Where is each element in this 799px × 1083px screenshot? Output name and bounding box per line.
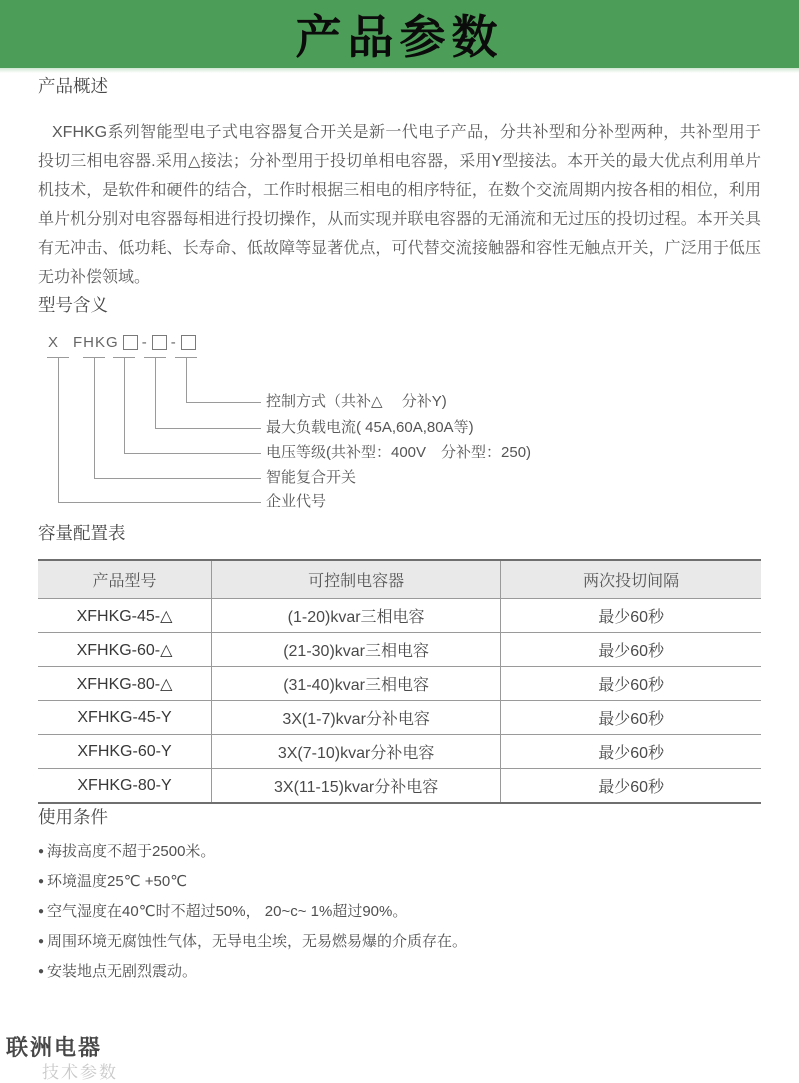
cell-interval: 最少60秒 [501, 667, 761, 701]
bullet-icon: ● [38, 906, 45, 917]
diagram-label-company-code: 企业代号 [266, 493, 327, 510]
overview-heading: 产品概述 [38, 76, 108, 96]
cell-model: XFHKG-60-Y [38, 735, 212, 769]
condition-text: 安装地点无剧烈震动。 [47, 963, 198, 980]
table-row [38, 633, 761, 667]
overview-paragraph: XFHKG系列智能型电子式电容器复合开关是新一代电子产品，分共补型和分补型两种，共补型用于投切三相电容器.采用△接法；分补型用于投切单相电容器，采用Y型接法。本开关的最大优点利用单片机技术，是软件和硬件的结合，工作时根据三相电的相序特征，在数个交流周期内按各相的相位，利用单片机分别对电容器每相进行投切操作，从而实现并联电容器的无涌流和无过压的投切过程。本开关具有无冲击、低功耗、长寿命、低故障等显著优点，可代替交流接触器和容性无触点开关，广泛用于低压无功补偿领域。 [38, 124, 761, 286]
condition-text: 环境温度25℃ +50℃ [47, 873, 188, 890]
condition-text: 周围环境无腐蚀性气体，无导电尘埃，无易燃易爆的介质存在。 [47, 933, 468, 950]
page-header-banner [0, 0, 799, 68]
list-item [38, 933, 761, 951]
table-row [38, 735, 761, 769]
model-heading: 型号含义 [38, 295, 108, 315]
cell-capacitor: (1-20)kvar三相电容 [212, 599, 501, 633]
diagram-label-max-current: 最大负载电流( 45A,60A,80A等) [266, 419, 474, 436]
model-code-box [123, 335, 138, 350]
cell-model: XFHKG-80-△ [38, 667, 212, 701]
bullet-icon: ● [38, 846, 45, 857]
bullet-icon: ● [38, 936, 45, 947]
capacity-table [38, 559, 761, 804]
list-item [38, 903, 761, 921]
cutoff-next-heading: 技术参数 [42, 1063, 118, 1082]
table-header-row [38, 560, 761, 599]
column-header-model: 产品型号 [38, 560, 212, 599]
column-header-capacitor: 可控制电容器 [212, 560, 501, 599]
diagram-label-voltage-grade: 电压等级(共补型：400V 分补型：250) [266, 444, 532, 461]
table-row [38, 769, 761, 804]
cell-interval: 最少60秒 [501, 633, 761, 667]
bullet-icon: ● [38, 876, 45, 887]
column-header-interval: 两次投切间隔 [501, 560, 761, 599]
model-code-box [181, 335, 196, 350]
conditions-heading: 使用条件 [38, 807, 108, 827]
cell-capacitor: 3X(7-10)kvar分补电容 [212, 735, 501, 769]
list-item [38, 963, 761, 981]
conditions-list [38, 843, 761, 981]
diagram-label-control-mode: 控制方式（共补△ 分补Y) [266, 393, 447, 410]
cell-capacitor: 3X(11-15)kvar分补电容 [212, 769, 501, 804]
cell-capacitor: 3X(1-7)kvar分补电容 [212, 701, 501, 735]
capacity-heading: 容量配置表 [38, 523, 126, 543]
cell-interval: 最少60秒 [501, 701, 761, 735]
leader-line-control [186, 357, 261, 403]
page-title: 产品参数 [295, 11, 504, 63]
model-code-dash: - [141, 334, 148, 351]
model-code-diagram [38, 334, 761, 520]
section-model-meaning [38, 292, 761, 520]
cell-model: XFHKG-60-△ [38, 633, 212, 667]
table-row [38, 667, 761, 701]
cell-capacitor: (31-40)kvar三相电容 [212, 667, 501, 701]
diagram-label-smart-switch: 智能复合开关 [266, 469, 357, 486]
list-item [38, 843, 761, 861]
cell-model: XFHKG-45-△ [38, 599, 212, 633]
bullet-icon: ● [38, 966, 45, 977]
table-row [38, 701, 761, 735]
condition-text: 空气湿度在40℃时不超过50%， 20~c~ 1%超过90%。 [47, 903, 408, 920]
cell-interval: 最少60秒 [501, 735, 761, 769]
cell-model: XFHKG-45-Y [38, 701, 212, 735]
model-code-row [48, 334, 200, 351]
section-overview [38, 73, 761, 292]
list-item [38, 873, 761, 891]
section-usage-conditions [38, 804, 761, 981]
model-code-company: X [48, 334, 60, 351]
section-capacity-table [38, 520, 761, 804]
cell-model: XFHKG-80-Y [38, 769, 212, 804]
cell-capacitor: (21-30)kvar三相电容 [212, 633, 501, 667]
page-content [0, 73, 799, 981]
model-code-dash: - [170, 334, 177, 351]
cell-interval: 最少60秒 [501, 599, 761, 633]
cell-interval: 最少60秒 [501, 769, 761, 804]
table-row [38, 599, 761, 633]
watermark-brand: 联洲电器 [6, 1035, 103, 1060]
model-code-series: FHKG [73, 334, 119, 351]
condition-text: 海拔高度不超于2500米。 [47, 843, 216, 860]
model-code-box [152, 335, 167, 350]
